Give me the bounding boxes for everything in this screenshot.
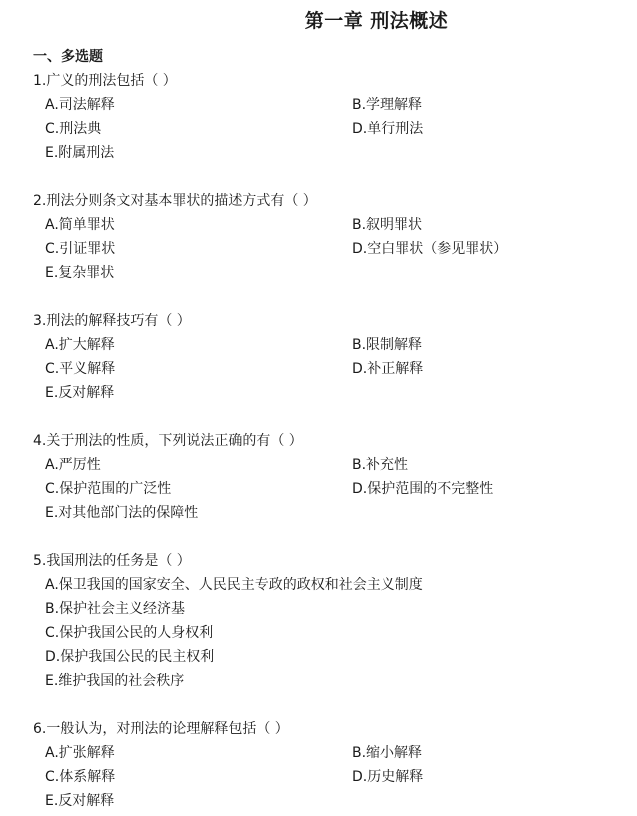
option-a: A.扩大解释 [45,337,115,353]
options-grid [33,93,623,165]
option-c: C.引证罪状 [45,241,116,257]
option-c: C.保护范围的广泛性 [45,481,172,497]
option-e: E.反对解释 [45,385,115,401]
option-a: A.简单罪状 [45,217,115,233]
option-b: B.补充性 [352,457,409,473]
option-d: D.单行刑法 [352,121,424,137]
options-list [33,573,623,693]
option-d: D.保护范围的不完整性 [352,481,494,497]
option-d: D.空白罪状（参见罪状） [352,241,508,257]
option-a: A.司法解释 [45,97,115,113]
options-grid [33,213,623,285]
question-2 [33,189,623,285]
question-3 [33,309,623,405]
question-stem: 6.一般认为，对刑法的论理解释包括（ ） [33,721,289,737]
option-d: D.历史解释 [352,769,424,785]
option-c: C.保护我国公民的人身权利 [45,625,214,641]
options-grid [33,453,623,525]
option-b: B.缩小解释 [352,745,423,761]
question-1 [33,69,623,165]
option-c: C.平义解释 [45,361,116,377]
question-5 [33,549,623,693]
option-a: A.扩张解释 [45,745,115,761]
options-grid [33,333,623,405]
option-b: B.学理解释 [352,97,423,113]
option-a: A.保卫我国的国家安全、人民民主专政的政权和社会主义制度 [45,577,423,593]
option-a: A.严厉性 [45,457,101,473]
option-e: E.对其他部门法的保障性 [45,505,199,521]
option-c: C.体系解释 [45,769,116,785]
option-d: D.补正解释 [352,361,424,377]
chapter-title: 第一章 刑法概述 [304,10,449,32]
option-c: C.刑法典 [45,121,102,137]
option-b: B.保护社会主义经济基 [45,601,186,617]
option-e: E.复杂罪状 [45,265,115,281]
question-stem: 4.关于刑法的性质，下列说法正确的有（ ） [33,433,303,449]
option-e: E.附属刑法 [45,145,115,161]
question-stem: 5.我国刑法的任务是（ ） [33,553,191,569]
options-grid [33,741,623,813]
option-b: B.限制解释 [352,337,423,353]
question-4 [33,429,623,525]
question-6 [33,717,623,813]
option-d: D.保护我国公民的民主权利 [45,649,215,665]
question-stem: 3.刑法的解释技巧有（ ） [33,313,191,329]
section-heading: 一、多选题 [33,49,103,65]
option-e: E.反对解释 [45,793,115,809]
option-e: E.维护我国的社会秩序 [45,673,185,689]
question-stem: 1.广义的刑法包括（ ） [33,73,177,89]
option-b: B.叙明罪状 [352,217,423,233]
question-stem: 2.刑法分则条文对基本罪状的描述方式有（ ） [33,193,317,209]
